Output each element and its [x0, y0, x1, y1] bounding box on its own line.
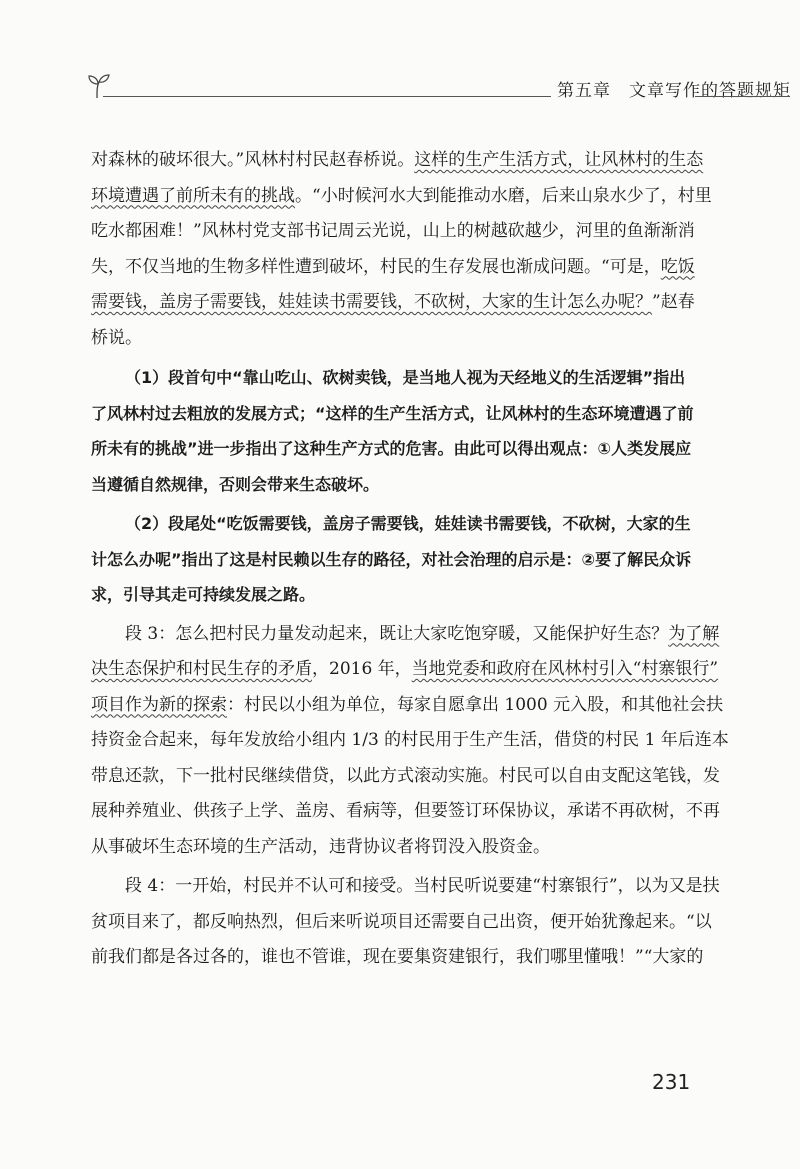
text-line	[91, 179, 712, 215]
text-line: 当遵循自然规律，否则会带来生态破坏。	[91, 474, 380, 494]
text-line: 求，引导其走可持续发展之路。	[91, 585, 316, 604]
paragraph-1	[91, 143, 712, 356]
header-rule-left	[103, 96, 551, 97]
text-line: 计怎么办呢”指出了这是村民赖以生存的路径，对社会治理的启示是：②要了解民众诉	[91, 549, 692, 569]
underlined-text: 当地党委和政府在风林村引入“村寨银行”	[411, 659, 719, 679]
text-span: ”赵春	[652, 292, 695, 312]
text-line: 带息还款，下一批村民继续借贷，以此方式滚动实施。村民可以自由支配这笔钱，发	[91, 765, 720, 786]
paragraph-5	[91, 869, 720, 976]
text-line: 所未有的挑战”进一步指出了这种生产方式的危害。由此可以得出观点：①人类发展应	[91, 439, 692, 458]
text-line	[91, 143, 704, 179]
underlined-text: 为了解	[668, 623, 720, 644]
header-rule-right	[695, 96, 790, 97]
text-line: 段 4：一开始，村民并不认可和接受。当村民听说要建“村寨银行”，以为又是扶	[125, 876, 720, 896]
text-line: 持资金合起来，每年发放给小组内 1/3 的村民用于生产生活，借贷的村民 1 年后连本	[91, 730, 729, 750]
page-number: 231	[652, 1070, 691, 1094]
text-line: 贫项目来了，都反响热烈，但后来听说项目还需要自己出资，便开始犹豫起来。“以	[91, 911, 712, 932]
paragraph-4	[91, 617, 729, 866]
paragraph-2	[91, 360, 700, 502]
text-line	[91, 250, 700, 286]
text-span: ，2016 年，	[312, 659, 412, 679]
text-span: 段 3：怎么把村民力量发动起来，既让大家吃饱穿暖，又能保护好生态？	[125, 623, 669, 644]
text-line	[91, 617, 720, 653]
page-body	[91, 143, 729, 976]
text-line: 了风林村过去粗放的发展方式；“这样的生产生活方式，让风林村的生态环境遭遇了前	[91, 403, 694, 423]
chapter-title: 第五章 文章写作的答题规矩	[557, 81, 791, 101]
text-span: 。“小时候河水大到能推动水磨，后来山泉水少了，村里	[295, 185, 712, 206]
text-line: 前我们都是各过各的，谁也不管谁，现在要集资建银行，我们哪里懂哦！”“大家的	[91, 947, 704, 967]
underlined-text: 环境遭遇了前所未有的挑战	[91, 185, 295, 206]
underlined-text: 需要钱，盖房子需要钱，娃娃读书需要钱，不砍树，大家的生计怎么办呢？	[91, 292, 652, 312]
underlined-text: 吃饭	[660, 256, 695, 277]
text-span: 失，不仅当地的生物多样性遭到破坏，村民的生存发展也渐成问题。“可是，	[91, 256, 661, 277]
text-line: （1）段首句中“靠山吃山、砍树卖钱，是当地人视为天经地义的生活逻辑”指出	[125, 368, 686, 387]
running-header	[85, 72, 791, 102]
text-line: （2）段尾处“吃饭需要钱，盖房子需要钱，娃娃读书需要钱，不砍树，大家的生	[125, 514, 691, 533]
text-span: 对森林的破坏很大。”风林村村民赵春桥说。	[91, 150, 415, 170]
paragraph-3	[91, 506, 700, 613]
text-line	[91, 652, 719, 688]
underlined-text: 这样的生产生活方式，让风林村的生态	[414, 150, 704, 170]
text-line: 桥说。	[91, 327, 142, 348]
text-line: 展种养殖业、供孩子上学、盖房、看病等，但要签订环保协议，承诺不再砍树，不再	[91, 801, 720, 821]
underlined-text: 项目作为新的探索	[91, 694, 227, 715]
text-line: 吃水都困难！”风林村党支部书记周云光说，山上的树越砍越少，河里的鱼渐渐消	[91, 221, 695, 241]
text-line	[91, 688, 724, 724]
text-line: 从事破坏生态环境的生产活动，违背协议者将罚没入股资金。	[91, 836, 550, 857]
underlined-text: 决生态保护和村民生存的矛盾	[91, 659, 312, 679]
text-span: ：村民以小组为单位，每家自愿拿出 1000 元入股，和其他社会扶	[227, 694, 724, 715]
text-line	[91, 285, 700, 321]
